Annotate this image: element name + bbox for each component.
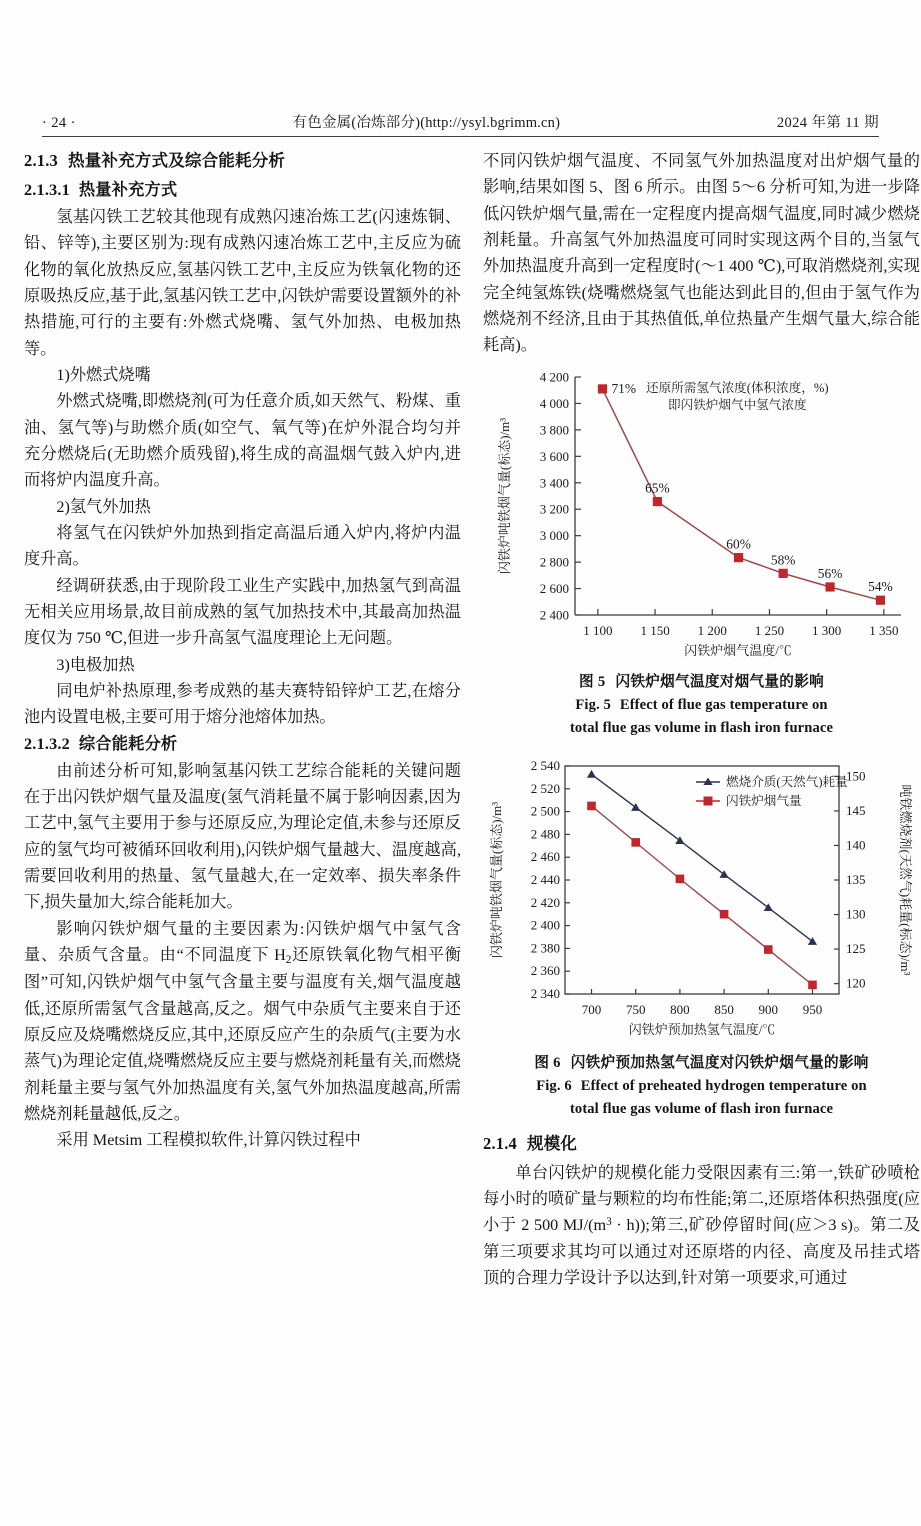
figure-6-svg xyxy=(483,756,920,1046)
figure-6-axes xyxy=(531,758,866,1017)
list-item: 1)外燃式烧嘴 xyxy=(56,365,151,384)
figure-6-data-point-flue-gas xyxy=(720,910,729,919)
figure-5-point-label: 60% xyxy=(726,536,751,552)
figure-5-chart xyxy=(483,365,920,665)
figure-6-y-tick-left: 2 440 xyxy=(530,871,560,887)
paragraph: 将氢气在闪铁炉外加热到指定高温后通入炉内,将炉内温度升高。 xyxy=(24,523,461,569)
section-heading-2-1-3-2 xyxy=(24,731,461,757)
figure-5-title-en-b: total flue gas volume in flash iron furnace xyxy=(569,719,834,736)
figure-5-caption-en-line2 xyxy=(483,717,920,740)
figure-5-x-tick: 1 350 xyxy=(869,622,899,638)
figure-6-data-point-flue-gas xyxy=(587,801,596,810)
figure-6-x-tick: 700 xyxy=(581,1001,602,1017)
figure-6-y-axis-label-right: 吨铁燃烧剂(天然气)耗量(标态)/m³ xyxy=(898,784,913,976)
figure-6-y-tick-right: 150 xyxy=(846,768,866,784)
figure-6 xyxy=(483,756,920,1121)
figure-6-y-tick-left: 2 400 xyxy=(530,917,560,933)
figure-5-title-en-a: Effect of flue gas temperature on xyxy=(619,696,828,713)
figure-5-point-label: 71% xyxy=(611,380,636,396)
figure-5-y-tick: 2 400 xyxy=(539,607,569,623)
paragraph-part-a: 影响闪铁炉烟气量的主要因素为:闪铁炉烟气中氢气含量、杂质气含量。由“不同温度下 H xyxy=(24,919,461,965)
figure-5-y-tick: 2 600 xyxy=(539,580,569,596)
figure-5-caption-cn xyxy=(483,671,920,694)
figure-5-title-cn: 闪铁炉烟气温度对烟气量的影响 xyxy=(615,673,824,690)
figure-6-y-tick-right: 120 xyxy=(846,975,866,991)
figure-6-data-point-flue-gas xyxy=(808,980,817,989)
page-folio: · 24 · xyxy=(42,115,76,131)
section-number: 2.1.4 xyxy=(483,1133,517,1153)
figure-5-annotation-line2: 即闪铁炉烟气中氢气浓度 xyxy=(668,397,807,412)
figure-5-y-tick: 3 800 xyxy=(539,422,569,438)
figure-6-legend-label-1: 闪铁炉烟气量 xyxy=(726,793,802,808)
running-head xyxy=(42,98,879,132)
section-title: 热量补充方式及综合能耗分析 xyxy=(68,151,286,170)
figure-5-y-axis-label: 闪铁炉吨铁烟气量(标态)/m³ xyxy=(497,417,512,574)
figure-5-x-tick: 1 250 xyxy=(754,622,785,638)
figure-6-title-en-a: Effect of preheated hydrogen temperature on xyxy=(580,1077,867,1094)
figure-5-point-label: 54% xyxy=(868,578,893,594)
figure-6-data-point-flue-gas xyxy=(631,838,640,847)
figure-6-title-en-b: total flue gas volume of flash iron furnace xyxy=(569,1100,834,1117)
section-heading-2-1-3-1 xyxy=(24,177,461,203)
paragraph: 采用 Metsim 工程模拟软件,计算闪铁过程中 xyxy=(56,1131,361,1150)
paragraph-with-subscript xyxy=(24,916,461,1128)
figure-6-x-tick: 950 xyxy=(802,1001,823,1017)
figure-5-data-point xyxy=(653,497,662,506)
left-column xyxy=(24,148,461,1506)
paragraph: 不同闪铁炉烟气温度、不同氢气外加热温度对出炉烟气量的影响,结果如图 5、图 6 所示。由图 5～6 分析可知,为进一步降低闪铁炉烟气量,需在一定程度内提高烟气温度,同时减少燃烧剂耗量。升高氢气外加热温度可同时实现这两个目的,当氢气外加热温度升高到一定程度时(～1 400 ℃),可取消燃烧剂,实现完全纯氢炼铁(烧嘴燃烧氢气也能达到此目的,但由于氢气作为燃烧剂不经济,且由于其热值低,单位热量产生烟气量大,综合能耗高)。 xyxy=(483,152,920,355)
subscript-2: 2 xyxy=(285,953,292,966)
figure-6-y-tick-left: 2 480 xyxy=(530,826,560,842)
section-heading-2-1-4 xyxy=(483,1131,920,1158)
figure-6-y-tick-left: 2 340 xyxy=(530,985,560,1001)
figure-5-x-axis-label: 闪铁炉烟气温度/℃ xyxy=(684,642,792,658)
figure-5-label-cn: 图 5 xyxy=(579,673,606,690)
figure-6-label-en: Fig. 6 xyxy=(536,1077,572,1094)
figure-6-y-tick-right: 135 xyxy=(846,871,866,887)
figure-5-y-tick: 3 000 xyxy=(539,527,569,543)
section-heading-2-1-3 xyxy=(24,148,461,175)
figure-6-y-tick-left: 2 380 xyxy=(530,940,560,956)
section-number: 2.1.3.1 xyxy=(24,180,70,199)
issue-label: 2024 年第 11 期 xyxy=(776,115,879,131)
figure-6-chart xyxy=(483,756,920,1046)
figure-5-x-tick: 1 100 xyxy=(583,622,613,638)
right-column xyxy=(483,148,920,1506)
figure-6-data-point-flue-gas xyxy=(764,945,773,954)
figure-5-point-label: 65% xyxy=(645,480,670,496)
figure-6-data-point-natural-gas xyxy=(587,770,596,778)
paragraph-with-superscript xyxy=(483,1160,920,1292)
figure-5-svg xyxy=(483,365,920,665)
paragraph: 经调研获悉,由于现阶段工业生产实践中,加热氢气到高温无相关应用场景,故目前成熟的氢气加热技术中,其最高加热温度仅为 750 ℃,但进一步升高氢气温度理论上无问题。 xyxy=(24,576,461,648)
figure-5-data-point xyxy=(876,595,885,604)
figure-5 xyxy=(483,365,920,740)
figure-5-y-tick: 3 600 xyxy=(539,448,569,464)
figure-6-y-tick-left: 2 460 xyxy=(530,848,560,864)
figure-6-data-point-flue-gas xyxy=(676,874,685,883)
figure-6-caption-en-line1 xyxy=(483,1075,920,1098)
figure-6-caption xyxy=(483,1052,920,1121)
figure-5-x-tick: 1 200 xyxy=(697,622,727,638)
figure-6-y-tick-right: 125 xyxy=(846,940,866,956)
square-icon xyxy=(704,796,713,805)
figure-6-x-tick: 800 xyxy=(670,1001,690,1017)
figure-6-legend xyxy=(696,774,848,808)
paragraph: 外燃式烧嘴,即燃烧剂(可为任意介质,如天然气、粉煤、重油、氢气等)与助燃介质(如空气、氧气等)在炉外混合均匀并充分燃烧后(无助燃介质残留),将生成的高温烟气鼓入炉内,进而将炉内温度升高。 xyxy=(24,392,461,490)
figure-5-caption-en-line1 xyxy=(483,694,920,717)
section-title: 综合能耗分析 xyxy=(78,734,178,753)
figure-6-caption-en-line2 xyxy=(483,1098,920,1121)
figure-6-y-tick-right: 130 xyxy=(846,906,866,922)
figure-5-x-tick: 1 300 xyxy=(812,622,842,638)
figure-6-y-tick-left: 2 360 xyxy=(530,962,560,978)
paragraph: 氢基闪铁工艺较其他现有成熟闪速冶炼工艺(闪速炼铜、铅、锌等),主要区别为:现有成熟闪速冶炼工艺中,主反应为硫化物的氧化放热反应,氢基闪铁工艺中,主反应为铁氧化物的还原吸热反应,基于此,氢基闪铁工艺中,闪铁炉需要设置额外的补热措施,可行的主要有:外燃式烧嘴、氢气外加热、电极加热等。 xyxy=(24,207,461,358)
figure-5-caption xyxy=(483,671,920,740)
figure-6-y-tick-left: 2 420 xyxy=(530,894,560,910)
paragraph-part-a: 单台闪铁炉的规模化能力受限因素有三:第一,铁矿砂喷枪每小时的喷矿量与颗粒的均布性能;第二,还原塔体积热强度(应小于 2 500 MJ/(m xyxy=(483,1163,920,1235)
section-number: 2.1.3 xyxy=(24,151,58,170)
figure-5-data-point xyxy=(734,553,743,562)
superscript-3: 3 xyxy=(606,1216,612,1229)
list-item: 3)电极加热 xyxy=(56,655,135,674)
figure-5-point-label: 58% xyxy=(770,551,796,567)
paragraph-part-b: 还原铁氧化物气相平衡图”可知,闪铁炉烟气中氢气含量主要与温度有关,烟气温度越低,还原所需氢气含量越高,反之。烟气中杂质气主要来自于还原反应及烧嘴燃烧反应,其中,还原反应产生的杂质气(主要为水蒸气)为理论定值,烧嘴燃烧反应主要与燃烧剂耗量有关,而燃烧剂耗量主要与氢气外加热温度有关,氢气外加热温度越高,所需燃烧剂耗量越低,反之。 xyxy=(24,946,461,1123)
figure-5-y-tick: 3 400 xyxy=(539,474,569,490)
figure-5-y-tick: 4 200 xyxy=(539,369,569,385)
figure-6-series-flue-gas-line xyxy=(592,806,813,985)
paragraph-part-b: · h));第三,矿砂停留时间(应＞3 s)。第二及第三项要求其均可以通过对还原塔的内径、高度及吊挂式塔顶的合理力学设计予以达到,针对第一项要求,可通过 xyxy=(483,1216,921,1287)
figure-6-y-axis-label-left: 闪铁炉吨铁烟气量(标态)/m³ xyxy=(489,801,504,958)
header-rule xyxy=(42,136,879,137)
section-number: 2.1.3.2 xyxy=(24,734,70,753)
figure-5-data-point xyxy=(825,582,834,591)
list-item: 2)氢气外加热 xyxy=(56,497,151,516)
figure-5-annotation-line1: 还原所需氢气浓度(体积浓度，%) xyxy=(646,380,829,395)
figure-5-y-tick: 2 800 xyxy=(539,554,569,570)
figure-6-legend-label-0: 燃烧介质(天然气)耗量 xyxy=(726,774,848,789)
figure-5-data-point xyxy=(598,384,607,393)
section-title: 热量补充方式 xyxy=(78,180,178,199)
figure-6-x-axis-label: 闪铁炉预加热氢气温度/℃ xyxy=(628,1021,776,1037)
figure-5-x-tick: 1 150 xyxy=(640,622,670,638)
body-columns xyxy=(24,148,921,1506)
paragraph: 由前述分析可知,影响氢基闪铁工艺综合能耗的关键问题在于出闪铁炉烟气量及温度(氢气消耗量不属于影响因素,因为工艺中,氢气主要用于参与还原反应,为理论定值,未参与还原反应的氢气均可被循环回收利用),闪铁炉烟气量越大、温度越高,需要回收利用的热量、氢气量越大,在一定效率、损失率条件下,损失量加大,综合能耗加大。 xyxy=(24,761,461,912)
figure-5-point-label: 56% xyxy=(817,565,843,581)
figure-6-title-cn: 闪铁炉预加热氢气温度对闪铁炉烟气量的影响 xyxy=(570,1054,869,1071)
journal-title: 有色金属(冶炼部分)(http://ysyl.bgrimm.cn) xyxy=(292,115,561,131)
section-title: 规模化 xyxy=(527,1133,578,1153)
figure-6-y-tick-left: 2 520 xyxy=(530,780,560,796)
paragraph: 同电炉补热原理,参考成熟的基夫赛特铅锌炉工艺,在熔分池内设置电极,主要可用于熔分池熔体加热。 xyxy=(24,681,461,727)
figure-5-data-point xyxy=(779,568,788,577)
triangle-icon xyxy=(703,777,712,785)
figure-6-x-tick: 900 xyxy=(758,1001,779,1017)
figure-6-x-tick: 750 xyxy=(625,1001,646,1017)
figure-6-y-tick-left: 2 540 xyxy=(530,757,560,773)
figure-6-y-tick-right: 140 xyxy=(846,837,866,853)
figure-6-y-tick-left: 2 500 xyxy=(530,803,560,819)
figure-5-y-tick: 3 200 xyxy=(539,501,569,517)
figure-6-y-tick-right: 145 xyxy=(846,802,866,818)
figure-6-x-tick: 850 xyxy=(714,1001,734,1017)
figure-5-label-en: Fig. 5 xyxy=(575,696,611,713)
figure-6-caption-cn xyxy=(483,1052,920,1075)
figure-6-label-cn: 图 6 xyxy=(534,1054,561,1071)
figure-5-y-tick: 4 000 xyxy=(539,395,569,411)
